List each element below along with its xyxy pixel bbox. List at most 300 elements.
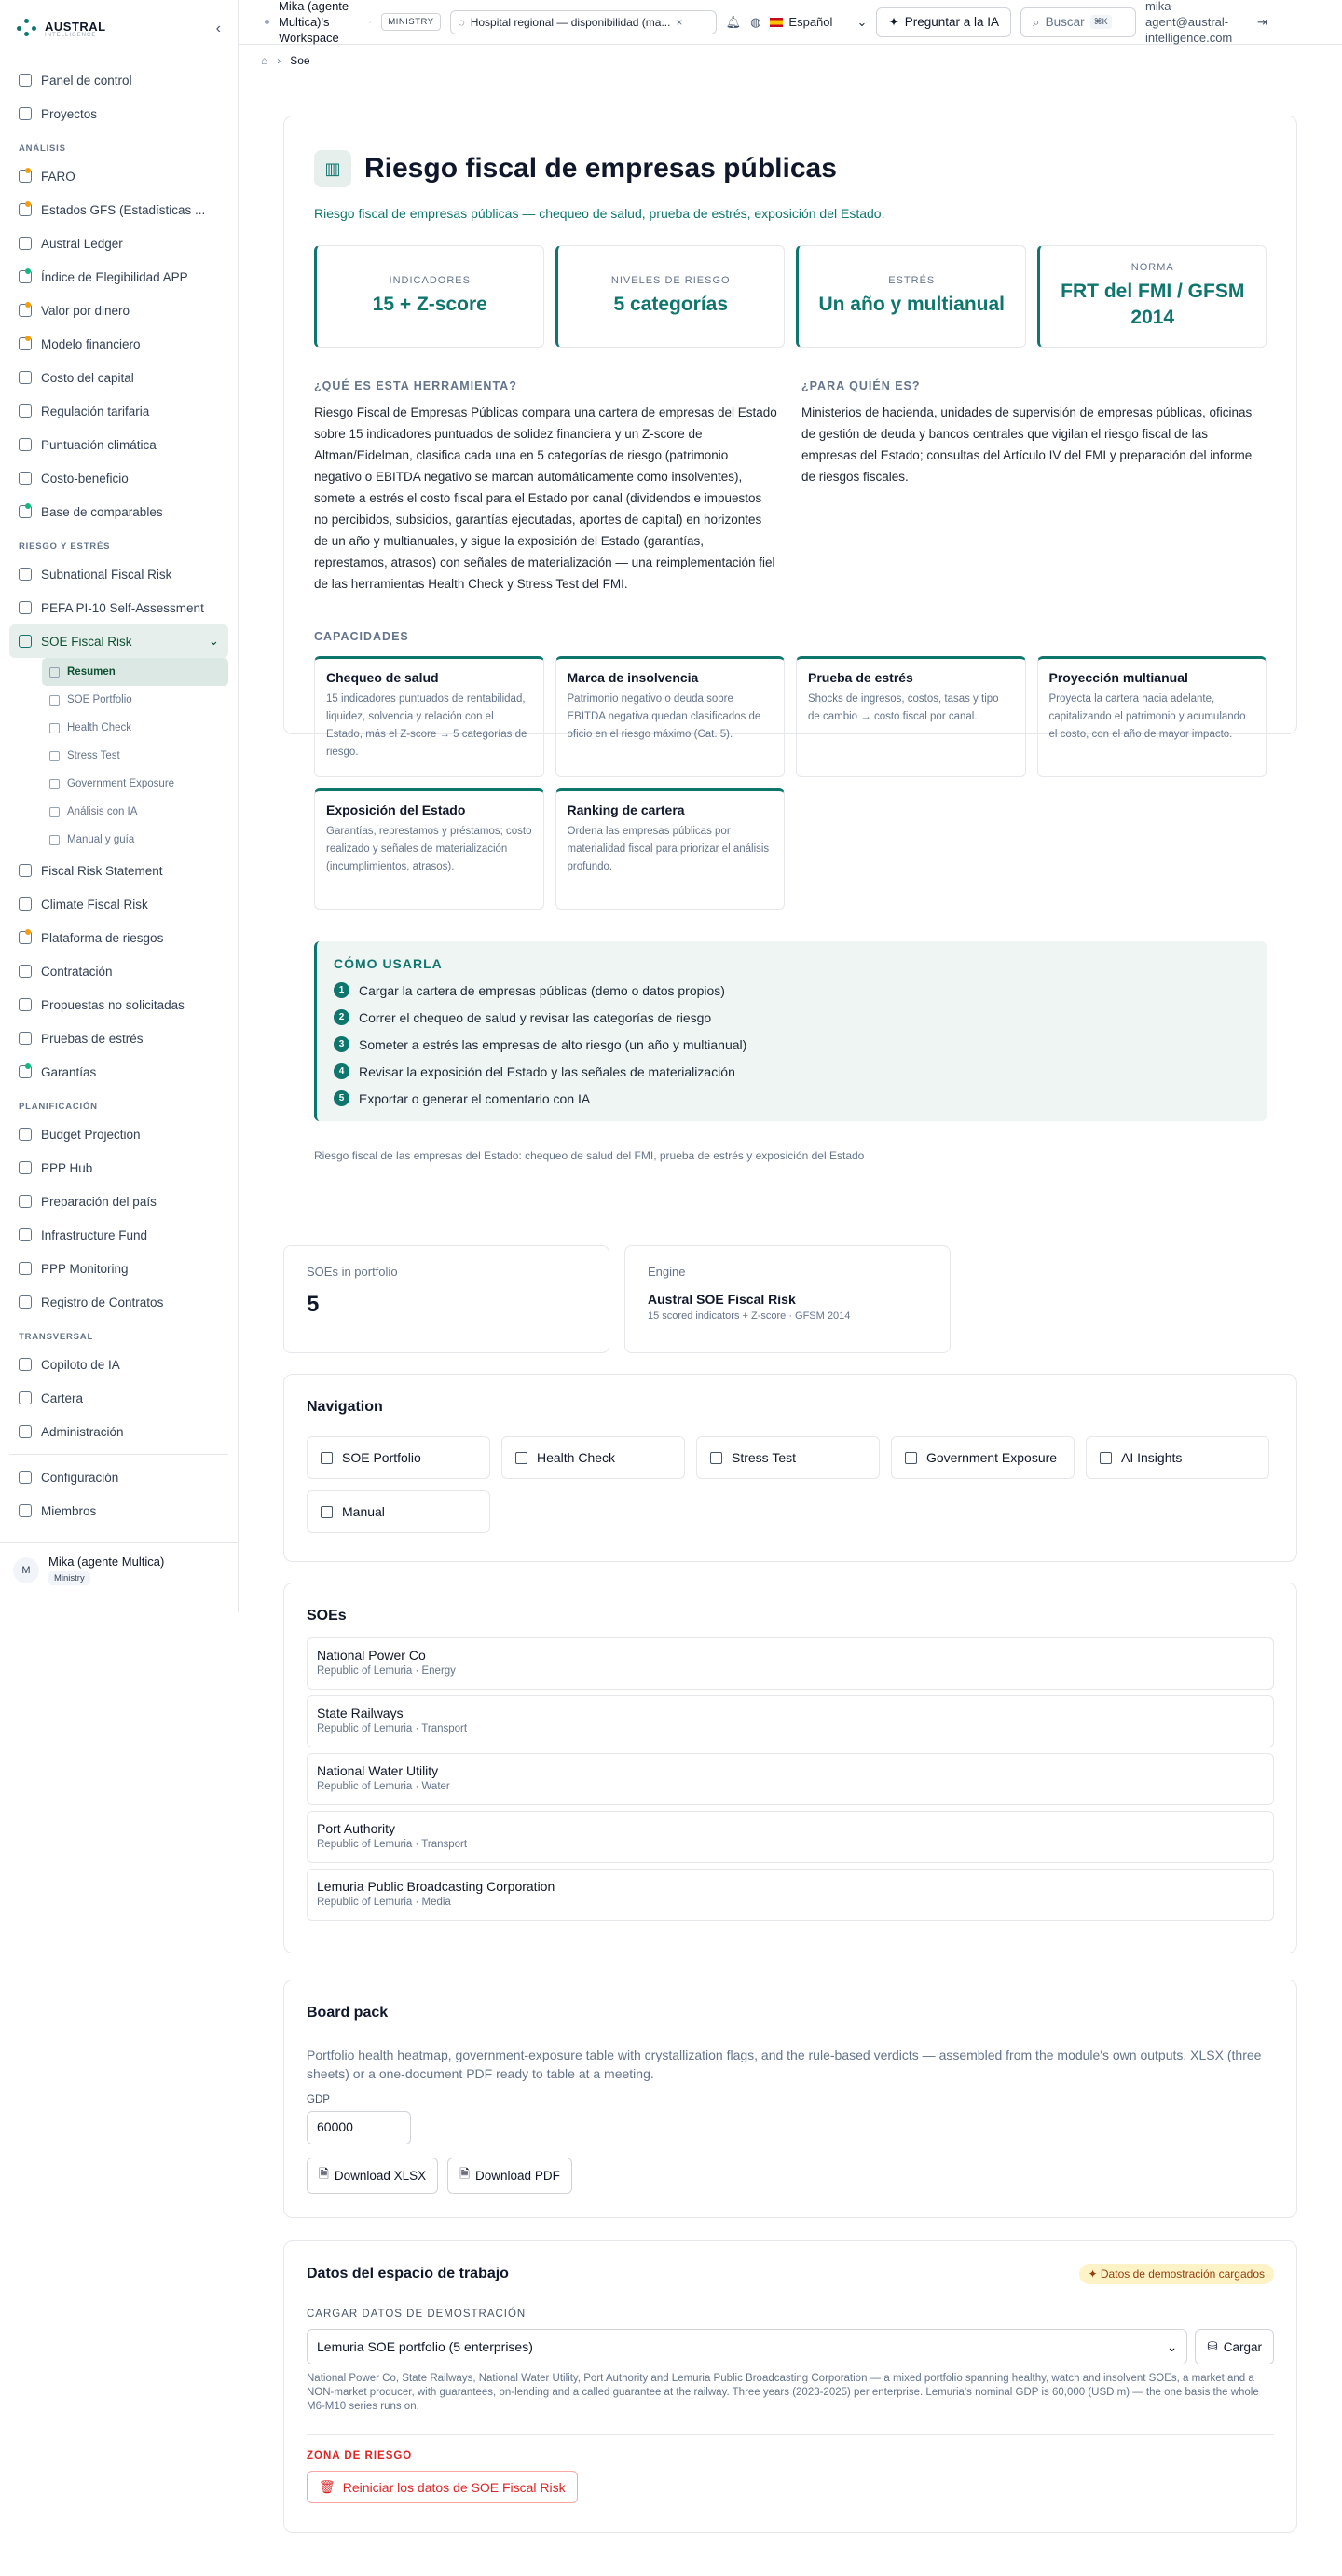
sidebar-item-label: Cartera <box>41 1391 84 1405</box>
sidebar-item-registro-de-contratos[interactable] <box>9 1285 228 1319</box>
search-icon: ⌕ <box>1033 14 1040 29</box>
load-label: Cargar <box>1223 2339 1262 2354</box>
avatar: M <box>13 1557 39 1583</box>
soe-name: National Power Co <box>317 1648 426 1663</box>
sidebar-section-title: PLANIFICACIÓN <box>19 1102 98 1112</box>
nav-item-icon <box>19 1228 32 1241</box>
sidebar-subitem-health-check[interactable] <box>42 714 228 742</box>
step-number: 2 <box>334 1009 349 1025</box>
nav-button-label: Stress Test <box>732 1450 796 1465</box>
sidebar-item-label: Configuración <box>41 1470 119 1485</box>
tab-status-icon: ◌ <box>458 15 465 29</box>
step-text: Cargar la cartera de empresas públicas (demo o datos propios) <box>359 982 725 998</box>
sidebar-item-label: SOE Fiscal Risk <box>41 634 132 649</box>
logout-icon[interactable]: ⇥ <box>1257 14 1267 29</box>
nav-item-icon <box>19 404 32 418</box>
sidebar-item-propuestas-no-solicitadas[interactable] <box>9 988 228 1021</box>
logo-mark-icon <box>17 19 37 39</box>
engine-value: Austral SOE Fiscal Risk <box>648 1292 796 1307</box>
sidebar-subitem-label: SOE Portfolio <box>67 694 132 706</box>
soes-count-card <box>283 1245 609 1353</box>
sidebar-item-label: PPP Monitoring <box>41 1261 129 1276</box>
how-step <box>334 982 1250 998</box>
soe-meta: Republic of Lemuria · Energy <box>317 1665 456 1677</box>
divider <box>9 1454 228 1455</box>
subitem-icon <box>49 695 60 706</box>
stat-label: NIVELES DE RIESGO <box>610 275 731 286</box>
what-title: ¿QUÉ ES ESTA HERRAMIENTA? <box>314 379 517 392</box>
stat-card <box>1037 245 1267 348</box>
nav-item-icon <box>19 1471 32 1484</box>
capability-title: Marca de insolvencia <box>567 670 699 685</box>
soe-meta: Republic of Lemuria · Media <box>317 1897 451 1908</box>
load-demo-label: CARGAR DATOS DE DEMOSTRACIÓN <box>307 2309 527 2320</box>
sidebar-item-label: Miembros <box>41 1503 97 1518</box>
sidebar-section-title: RIESGO Y ESTRÉS <box>19 541 111 552</box>
board-pack-title: Board pack <box>307 2005 389 2021</box>
capability-card <box>555 788 786 910</box>
user-info <box>48 1555 164 1585</box>
nav-item-icon <box>19 237 32 250</box>
sidebar-subitem-analisis-con-ia[interactable] <box>42 798 228 826</box>
sidebar-item-label: Contratación <box>41 964 113 979</box>
subitem-icon <box>49 835 60 845</box>
sidebar-item-pefa-pi-10-self-assessment[interactable] <box>9 591 228 624</box>
nav-item-icon <box>19 864 32 877</box>
sidebar <box>0 0 239 1612</box>
who-text: Ministerios de hacienda, unidades de supervisión de empresas públicas, oficinas de gestión de deuda y bancos centrales que vigilan el riesgo fiscal de las empresas del Estado; consultas del Artículo IV del FMI y preparación del informe de riesgos fiscales. <box>801 405 1253 484</box>
stat-label: ESTRÉS <box>888 275 936 286</box>
sidebar-item-copiloto-de-ia[interactable] <box>9 1348 228 1381</box>
soe-row[interactable] <box>307 1811 1274 1863</box>
soe-row[interactable] <box>307 1637 1274 1690</box>
nav-button-ai-insights[interactable] <box>1086 1436 1269 1479</box>
nav-button-label: AI Insights <box>1121 1450 1183 1465</box>
demo-loaded-label: Datos de demostración cargados <box>1100 2268 1265 2281</box>
sidebar-item-label: Subnational Fiscal Risk <box>41 567 172 582</box>
nav-item-icon <box>19 1262 32 1275</box>
what-text: Riesgo Fiscal de Empresas Públicas compara una cartera de empresas del Estado sobre 15 indicadores puntuados de solidez financiera y un Z-score de Altman/Eidelman, clasifica cada una en 5 categorías de riesgo (patrimonio negativo o EBITDA negativo se marcan automáticamente como insolventes), somete a estrés el costo fiscal para el Estado por canal (dividendos e impuestos no percibidos, subsidios, garantías ejecutadas, aportes de capital) en horizontes de un año y multianuales, y sigue la exposición del Estado (garantías, represtamos, atrasos) con señales de materialización — una reimplementación fiel de las herramientas Health Check y Stress Test del FMI. <box>314 405 777 591</box>
sidebar-item-budget-projection[interactable] <box>9 1117 228 1151</box>
sidebar-item-panel-de-control[interactable] <box>9 63 228 97</box>
soe-row[interactable] <box>307 1753 1274 1805</box>
status-dot-icon <box>25 302 31 308</box>
sidebar-item-label: Garantías <box>41 1064 97 1079</box>
sidebar-item-label: FARO <box>41 169 75 184</box>
sparkle-icon <box>1100 1452 1112 1464</box>
sidebar-item-base-de-comparables[interactable] <box>9 495 228 528</box>
workspace-data-title: Datos del espacio de trabajo <box>307 2266 509 2281</box>
page-title: Riesgo fiscal de empresas públicas <box>364 153 837 184</box>
sidebar-item-indice-de-elegibilidad-app[interactable] <box>9 260 228 294</box>
soe-row[interactable] <box>307 1869 1274 1921</box>
ask-ai-label: Preguntar a la IA <box>904 15 1000 29</box>
nav-button-label: Health Check <box>537 1450 616 1465</box>
sidebar-subitem-label: Government Exposure <box>67 778 175 789</box>
capabilities-title: CAPACIDADES <box>314 630 409 643</box>
soe-name: Lemuria Public Broadcasting Corporation <box>317 1879 555 1894</box>
status-dot-icon <box>265 20 269 24</box>
status-dot-icon <box>25 268 31 274</box>
engine-label: Engine <box>648 1265 686 1279</box>
nav-button-soe-portfolio[interactable] <box>307 1436 490 1479</box>
file-icon: 🗎︎ <box>319 2167 329 2181</box>
reset-data-button[interactable] <box>307 2471 578 2503</box>
how-step <box>334 1063 1250 1079</box>
soe-meta: Republic of Lemuria · Transport <box>317 1839 468 1850</box>
status-dot-icon <box>25 336 31 341</box>
nav-item-icon <box>19 897 32 911</box>
soe-name: National Water Utility <box>317 1763 439 1778</box>
capability-description: Proyecta la cartera hacia adelante, capitalizando el patrimonio y acumulando el costo, con el año de mayor impacto. <box>1048 693 1246 740</box>
database-icon: ⛁ <box>1207 2339 1218 2353</box>
sidebar-section-title: ANÁLISIS <box>19 144 66 154</box>
engine-card <box>624 1245 951 1353</box>
chevron-down-icon: ⌄ <box>208 634 219 648</box>
nav-item-icon <box>19 1358 32 1371</box>
download-xlsx-button[interactable] <box>307 2158 438 2194</box>
user-role-badge: Ministry <box>48 1571 90 1585</box>
step-number: 5 <box>334 1090 349 1106</box>
capability-title: Ranking de cartera <box>567 802 685 817</box>
chevron-down-icon: ⌄ <box>1166 2338 1178 2354</box>
ask-ai-button[interactable] <box>876 7 1011 37</box>
capability-description: 15 indicadores puntuados de rentabilidad, liquidez, solvencia y relación con el Estado, más el Z-score → 5 categorías de riesgo. <box>326 693 527 758</box>
sidebar-subitem-label: Manual y guía <box>67 834 135 845</box>
sidebar-item-climate-fiscal-risk[interactable] <box>9 887 228 921</box>
sidebar-item-preparacion-del-pais[interactable] <box>9 1185 228 1218</box>
sidebar-item-label: Costo del capital <box>41 370 134 385</box>
what-section <box>314 379 779 595</box>
sidebar-subnav <box>34 658 228 854</box>
sidebar-subitem-label: Health Check <box>67 722 132 733</box>
stat-card <box>796 245 1026 348</box>
sidebar-item-label: Budget Projection <box>41 1127 141 1142</box>
nav-item-icon <box>19 635 32 648</box>
stats-row <box>314 245 1267 348</box>
breadcrumb-separator: › <box>277 54 281 67</box>
step-text: Revisar la exposición del Estado y las señales de materialización <box>359 1063 735 1079</box>
sidebar-item-label: PEFA PI-10 Self-Assessment <box>41 600 204 615</box>
sidebar-item-contratacion[interactable] <box>9 954 228 988</box>
subitem-icon <box>49 779 60 789</box>
gdp-label: GDP <box>307 2094 330 2105</box>
capabilities-grid <box>314 656 1267 910</box>
logo[interactable] <box>17 19 106 39</box>
capability-title: Proyección multianual <box>1048 670 1188 685</box>
book-icon <box>321 1506 333 1518</box>
breadcrumb-current: Soe <box>290 54 310 67</box>
step-text: Exportar o generar el comentario con IA <box>359 1090 591 1106</box>
user-email: mika-agent@austral-intelligence.com <box>1145 0 1233 45</box>
sidebar-item-pruebas-de-estres[interactable] <box>9 1021 228 1055</box>
demo-loaded-badge: ✦ Datos de demostración cargados <box>1079 2264 1275 2284</box>
sidebar-item-label: Pruebas de estrés <box>41 1031 144 1046</box>
nav-item-icon <box>19 1295 32 1309</box>
soes-card <box>283 1583 1297 1953</box>
divider <box>307 2434 1274 2435</box>
soes-title: SOEs <box>307 1608 347 1624</box>
step-number: 3 <box>334 1036 349 1052</box>
bolt-icon <box>710 1452 722 1464</box>
soe-name: State Railways <box>317 1706 404 1720</box>
sidebar-item-label: Costo-beneficio <box>41 471 129 486</box>
stat-card <box>555 245 786 348</box>
sidebar-item-miembros[interactable] <box>9 1494 228 1528</box>
nav-button-label: SOE Portfolio <box>342 1450 421 1465</box>
gdp-input[interactable]: 60000 <box>307 2111 411 2144</box>
sidebar-item-modelo-financiero[interactable] <box>9 327 228 361</box>
sidebar-item-label: Climate Fiscal Risk <box>41 897 148 911</box>
subitem-icon <box>49 723 60 733</box>
sidebar-item-label: Estados GFS (Estadísticas ... <box>41 202 206 217</box>
home-icon[interactable]: ⌂ <box>261 54 268 67</box>
who-section <box>801 379 1267 595</box>
download-xlsx-label: Download XLSX <box>334 2169 427 2183</box>
chevron-down-icon: ⌄ <box>856 14 868 29</box>
logo-subtext: INTELLIGENCE <box>45 32 97 38</box>
stat-label: NORMA <box>1130 262 1174 273</box>
soes-count-label: SOEs in portfolio <box>307 1265 398 1279</box>
sidebar-item-label: Administración <box>41 1424 124 1439</box>
sidebar-item-puntuacion-climatica[interactable] <box>9 428 228 461</box>
search-button[interactable] <box>1020 7 1136 37</box>
nav-item-icon <box>19 1032 32 1045</box>
stat-value: 5 categorías <box>613 294 729 315</box>
open-tab[interactable] <box>450 10 717 34</box>
main-content <box>239 45 1342 2495</box>
sidebar-item-costo-del-capital[interactable] <box>9 361 228 394</box>
subitem-icon <box>49 807 60 817</box>
sidebar-item-plataforma-de-riesgos[interactable] <box>9 921 228 954</box>
shortcut-hint: ⌘K <box>1090 15 1112 29</box>
board-pack-card <box>283 1980 1297 2218</box>
capability-description: Ordena las empresas públicas por materialidad fiscal para priorizar el análisis profundo. <box>567 826 770 872</box>
workspace-badge: MINISTRY <box>381 13 440 31</box>
tab-label: Hospital regional — disponibilidad (ma... <box>470 15 671 29</box>
capability-card <box>314 656 544 777</box>
capability-description: Patrimonio negativo o deuda sobre EBITDA negativa quedan clasificados de oficio en el riesgo máximo (Cat. 5). <box>567 693 761 740</box>
nav-button-label: Manual <box>342 1504 385 1519</box>
hero-footnote: Riesgo fiscal de las empresas del Estado: chequeo de salud del FMI, prueba de estrés y exposición del Estado <box>314 1149 865 1162</box>
nav-button-health-check[interactable] <box>501 1436 685 1479</box>
stat-value: Un año y multianual <box>818 294 1006 315</box>
capability-title: Exposición del Estado <box>326 802 466 817</box>
demo-dataset-select[interactable] <box>307 2329 1187 2364</box>
nav-item-icon <box>19 107 32 120</box>
bell-icon[interactable]: 🔔︎ <box>725 14 742 29</box>
demo-dataset-value: Lemuria SOE portfolio (5 enterprises) <box>317 2339 533 2354</box>
sidebar-item-label: Copiloto de IA <box>41 1357 120 1372</box>
nav-item-icon <box>19 1391 32 1404</box>
navigation-card <box>283 1374 1297 1562</box>
breadcrumb <box>239 45 1342 76</box>
sidebar-item-subnational-fiscal-risk[interactable] <box>9 557 228 591</box>
demo-description: National Power Co, State Railways, National Water Utility, Port Authority and Lemuria Public Broadcasting Corporation — a mixed portfolio spanning healthy, watch and insolvent SOEs, a market and a NON-market producer, with guarantees, on-lending and a called guarantee at the railway. Three years (2023-2025) per enterprise. Lemuria's nominal GDP is 60,000 (USD m) — the one basis the whole M6-M10 series runs on. <box>307 2373 1259 2412</box>
bank-icon <box>905 1452 917 1464</box>
flag-icon <box>770 18 783 27</box>
sidebar-item-cartera[interactable] <box>9 1381 228 1415</box>
navigation-title: Navigation <box>307 1399 383 1415</box>
how-step <box>334 1090 1250 1106</box>
how-step <box>334 1009 1250 1025</box>
status-dot-icon <box>25 168 31 173</box>
nav-item-icon <box>19 74 32 87</box>
nav-button-stress-test[interactable] <box>696 1436 880 1479</box>
user-name: Mika (agente Multica) <box>48 1555 165 1569</box>
sidebar-item-label: Regulación tarifaria <box>41 404 150 418</box>
page-subtitle: Riesgo fiscal de empresas públicas — chequeo de salud, prueba de estrés, exposición del Estado. <box>314 206 885 221</box>
danger-zone-label: ZONA DE RIESGO <box>307 2450 413 2461</box>
sidebar-header <box>0 0 238 58</box>
stat-label: INDICADORES <box>389 275 471 286</box>
sidebar-subitem-manual-y-guia[interactable] <box>42 826 228 854</box>
sidebar-item-label: Puntuación climática <box>41 437 157 452</box>
capability-card <box>796 656 1026 777</box>
nav-item-icon <box>19 601 32 614</box>
capability-description: Shocks de ingresos, costos, tasas y tipo de cambio → costo fiscal por canal. <box>808 693 999 722</box>
workspace-name[interactable]: Mika (agente Multica)'s Workspace <box>279 0 349 45</box>
nav-item-icon <box>19 1425 32 1438</box>
sidebar-item-label: Infrastructure Fund <box>41 1227 148 1242</box>
sidebar-subitem-label: Stress Test <box>67 750 120 761</box>
hero-card <box>283 116 1297 1162</box>
status-dot-icon <box>25 929 31 935</box>
soe-meta: Republic of Lemuria · Transport <box>317 1723 468 1734</box>
sidebar-subitem-label: Resumen <box>67 666 116 678</box>
stat-card <box>314 245 544 348</box>
nav-button-manual[interactable] <box>307 1490 490 1533</box>
soes-count-value: 5 <box>307 1292 320 1317</box>
sidebar-item-label: Base de comparables <box>41 504 163 519</box>
soe-name: Port Authority <box>317 1821 396 1836</box>
sidebar-item-label: Valor por dinero <box>41 303 130 318</box>
sidebar-item-label: Modelo financiero <box>41 336 141 351</box>
separator: · <box>368 15 373 29</box>
board-pack-description: Portfolio health heatmap, government-exposure table with crystallization flags, and the rule-based verdicts — assembled from the module's own outputs. XLSX (three sheets) or a one-document PDF ready to table at a meeting. <box>307 2048 1262 2081</box>
nav-item-icon <box>19 965 32 978</box>
how-to-use <box>314 941 1267 1121</box>
capability-card <box>1037 656 1267 777</box>
topbar <box>239 0 1342 45</box>
step-number: 4 <box>334 1063 349 1079</box>
download-pdf-label: Download PDF <box>475 2169 560 2183</box>
capability-title: Chequeo de salud <box>326 670 439 685</box>
status-dot-icon <box>25 1063 31 1069</box>
sidebar-item-label: Proyectos <box>41 106 98 121</box>
nav-item-icon <box>19 998 32 1011</box>
grid-icon <box>321 1452 333 1464</box>
sidebar-item-label: Registro de Contratos <box>41 1295 164 1309</box>
sidebar-item-faro[interactable] <box>9 159 228 193</box>
sidebar-item-regulacion-tarifaria[interactable] <box>9 394 228 428</box>
logo-text: AUSTRAL <box>45 19 106 34</box>
workspace-data-card <box>283 2240 1297 2533</box>
sidebar-section-title: TRANSVERSAL <box>19 1332 94 1342</box>
step-number: 1 <box>334 982 349 998</box>
sidebar-item-infrastructure-fund[interactable] <box>9 1218 228 1252</box>
nav-item-icon <box>19 371 32 384</box>
capability-card <box>555 656 786 777</box>
status-dot-icon <box>25 503 31 509</box>
close-tab-icon[interactable]: × <box>676 15 683 29</box>
search-label: Buscar <box>1045 15 1085 29</box>
pulse-icon <box>515 1452 527 1464</box>
sidebar-subitem-government-exposure[interactable] <box>42 770 228 798</box>
capability-description: Garantías, represtamos y préstamos; costo realizado y señales de materialización (incumplimientos, atrasos). <box>326 826 532 872</box>
nav-item-icon <box>19 472 32 485</box>
step-text: Correr el chequeo de salud y revisar las categorías de riesgo <box>359 1009 712 1025</box>
soe-row[interactable] <box>307 1695 1274 1747</box>
nav-item-icon <box>19 1504 32 1517</box>
language-label: Español <box>788 15 833 29</box>
nav-item-icon <box>19 438 32 451</box>
step-text: Someter a estrés las empresas de alto riesgo (un año y multianual) <box>359 1036 747 1052</box>
sparkle-icon: ✦ <box>888 14 899 29</box>
sidebar-item-valor-por-dinero[interactable] <box>9 294 228 327</box>
nav-item-icon <box>19 1161 32 1174</box>
sidebar-item-garantias[interactable] <box>9 1055 228 1089</box>
sidebar-item-label: Propuestas no solicitadas <box>41 997 185 1012</box>
sidebar-item-label: Panel de control <box>41 73 132 88</box>
sidebar-item-label: Plataforma de riesgos <box>41 930 164 945</box>
sidebar-item-austral-ledger[interactable] <box>9 226 228 260</box>
nav-item-icon <box>19 568 32 581</box>
load-button[interactable] <box>1195 2329 1274 2364</box>
who-title: ¿PARA QUIÉN ES? <box>801 379 921 392</box>
language-selector[interactable] <box>770 15 867 30</box>
nav-item-icon <box>19 1195 32 1208</box>
stat-value: FRT del FMI / GFSM 2014 <box>1061 281 1245 328</box>
sidebar-item-label: PPP Hub <box>41 1160 93 1175</box>
sidebar-item-administracion[interactable] <box>9 1415 228 1448</box>
sidebar-item-fiscal-risk-statement[interactable] <box>9 854 228 887</box>
sidebar-item-label: Preparación del país <box>41 1194 157 1209</box>
capability-title: Prueba de estrés <box>808 670 913 685</box>
nav-button-label: Government Exposure <box>926 1450 1058 1465</box>
nav-item-icon <box>19 1128 32 1141</box>
nav-button-government-exposure[interactable] <box>891 1436 1075 1479</box>
sidebar-item-label: Índice de Elegibilidad APP <box>41 269 188 284</box>
subitem-icon <box>49 751 60 761</box>
sidebar-item-label: Austral Ledger <box>41 236 123 251</box>
file-icon: 🗎︎ <box>459 2167 471 2181</box>
sidebar-subitem-soe-portfolio[interactable] <box>42 686 228 714</box>
download-pdf-button[interactable] <box>447 2158 572 2194</box>
how-title: CÓMO USARLA <box>334 956 443 971</box>
sidebar-item-ppp-hub[interactable] <box>9 1151 228 1185</box>
sidebar-subitem-stress-test[interactable] <box>42 742 228 770</box>
reset-data-label: Reiniciar los datos de SOE Fiscal Risk <box>342 2479 566 2495</box>
sidebar-item-estados-gfs-estadisticas[interactable] <box>9 193 228 226</box>
how-step <box>334 1036 1250 1052</box>
globe-icon[interactable]: ◍ <box>750 14 761 29</box>
capability-card <box>314 788 544 910</box>
building-icon: ▥ <box>314 150 351 187</box>
sidebar-item-configuracion[interactable] <box>9 1460 228 1494</box>
sidebar-item-soe-fiscal-risk[interactable] <box>9 624 228 658</box>
sidebar-item-proyectos[interactable] <box>9 97 228 130</box>
collapse-sidebar-icon[interactable]: ‹ <box>215 21 221 36</box>
engine-subtext: 15 scored indicators + Z-score · GFSM 2014 <box>648 1310 851 1322</box>
sidebar-subitem-resumen[interactable] <box>42 658 228 686</box>
sidebar-subitem-label: Análisis con IA <box>67 806 138 817</box>
user-profile[interactable] <box>0 1542 238 1596</box>
stat-value: 15 + Z-score <box>372 294 487 315</box>
sidebar-item-costo-beneficio[interactable] <box>9 461 228 495</box>
sidebar-item-ppp-monitoring[interactable] <box>9 1252 228 1285</box>
trash-icon: 🗑︎ <box>319 2479 336 2494</box>
